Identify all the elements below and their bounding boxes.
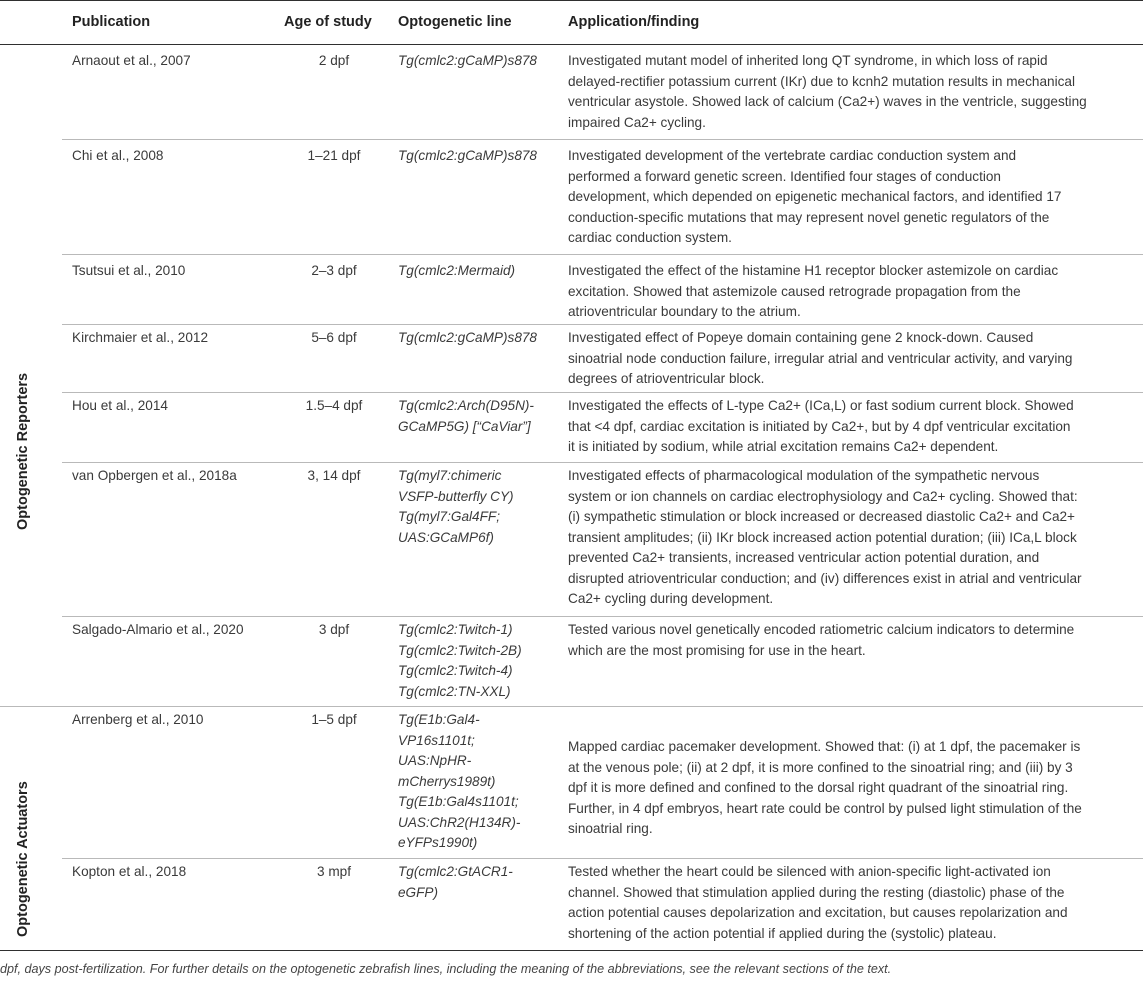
header-bottom-rule <box>0 44 1143 45</box>
cell-application <box>568 620 1138 661</box>
application-line: Investigated the effect of the histamine H1 receptor blocker astemizole on cardiac <box>568 263 1059 278</box>
line-text: VSFP-butterfly CY) <box>398 488 514 504</box>
application-line: atrioventricular boundary to the atrium. <box>568 304 801 319</box>
application-line: transient amplitudes; (ii) IKr block increased action potential duration; (iii) ICa,L block <box>568 529 1077 545</box>
header-optogenetic-line: Optogenetic line <box>398 14 512 30</box>
line-text: Tg(cmlc2:GtACR1- <box>398 864 513 879</box>
cell-line <box>398 146 558 167</box>
line-text: GCaMP5G) [“CaViar”] <box>398 418 531 434</box>
line-text: Tg(cmlc2:TN-XXL) <box>398 683 511 699</box>
cell-age: 2–3 dpf <box>311 263 357 278</box>
group-label-actuators: Optogenetic Actuators <box>15 781 31 937</box>
row-divider <box>62 462 1143 463</box>
application-line: Investigated effects of pharmacological modulation of the sympathetic nervous <box>568 468 1040 483</box>
cell-age: 1–5 dpf <box>311 712 357 727</box>
application-line: prevented Ca2+ transients, increased ventricular action potential duration, and <box>568 550 1040 565</box>
application-line: conduction-specific mutations that may represent novel genetic regulators of the <box>568 209 1050 225</box>
cell-publication: Chi et al., 2008 <box>72 148 164 163</box>
cell-application <box>568 146 1138 249</box>
group-label-reporters: Optogenetic Reporters <box>15 372 31 530</box>
cell-publication: Arnaout et al., 2007 <box>72 53 191 68</box>
header-application-finding: Application/finding <box>568 14 700 30</box>
row-divider <box>62 858 1143 859</box>
group-divider <box>0 706 1143 707</box>
line-text: Tg(cmlc2:Twitch-2B) <box>398 642 522 658</box>
cell-publication: Hou et al., 2014 <box>72 398 168 413</box>
application-line: Tested whether the heart could be silenced with anion-specific light-activated ion <box>568 864 1051 879</box>
cell-age: 2 dpf <box>318 53 350 68</box>
application-line: at the venous pole; (ii) at 2 dpf, it is more confined to the sinoatrial ring; and (iii) by 3 <box>568 759 1073 775</box>
application-line: Investigated the effects of L-type Ca2+ (ICa,L) or fast sodium current block. Showed <box>568 398 1074 413</box>
application-line: cardiac conduction system. <box>568 230 732 245</box>
cell-application <box>568 862 1138 944</box>
cell-line <box>398 710 558 854</box>
application-line: Investigated effect of Popeye domain containing gene 2 knock-down. Caused <box>568 330 1034 345</box>
application-line: which are the most promising for use in the heart. <box>568 642 866 658</box>
application-line: Investigated development of the vertebrate cardiac conduction system and <box>568 148 1017 163</box>
application-line: channel. Showed that stimulation applied during the resting (diastolic) phase of the <box>568 884 1065 900</box>
application-line: dpf it is more defined and confined to the dorsal right quadrant of the sinoatrial ring. <box>568 780 1069 795</box>
line-text: Tg(cmlc2:gCaMP)s878 <box>398 53 537 68</box>
application-line: performed a forward genetic screen. Identified four stages of conduction <box>568 168 1001 184</box>
cell-line <box>398 862 558 903</box>
application-line: Tested various novel genetically encoded ratiometric calcium indicators to determine <box>568 622 1075 637</box>
cell-line <box>398 620 558 702</box>
row-divider <box>62 139 1143 140</box>
application-line: excitation. Showed that astemizole caused retrograde propagation from the <box>568 283 1021 299</box>
line-text: UAS:ChR2(H134R)- <box>398 814 521 830</box>
cell-publication: Kopton et al., 2018 <box>72 864 187 879</box>
cell-application <box>568 737 1138 840</box>
line-text: Tg(myl7:Gal4FF; <box>398 509 500 524</box>
table-top-rule <box>0 0 1143 1</box>
line-text: Tg(cmlc2:gCaMP)s878 <box>398 330 537 345</box>
cell-application <box>568 261 1138 323</box>
cell-line <box>398 51 558 72</box>
application-line: (i) sympathetic stimulation or block increased or decreased diastolic Ca2+ and Ca2+ <box>568 509 1075 524</box>
cell-application <box>568 328 1138 390</box>
cell-publication: Arrenberg et al., 2010 <box>72 712 204 727</box>
application-line: disrupted atrioventricular conduction; and (iv) differences exist in atrial and ventricular <box>568 570 1082 586</box>
application-line: action potential causes depolarization and excitation, but causes repolarization and <box>568 905 1068 920</box>
cell-age: 1–21 dpf <box>307 148 361 163</box>
application-line: sinoatrial ring. <box>568 821 653 836</box>
cell-line <box>398 328 558 349</box>
cell-publication: Tsutsui et al., 2010 <box>72 263 186 278</box>
line-text: Tg(cmlc2:Arch(D95N)- <box>398 398 534 413</box>
application-line: Mapped cardiac pacemaker development. Showed that: (i) at 1 dpf, the pacemaker is <box>568 739 1081 754</box>
application-line: development, which depended on epigenetic mechanical factors, and identified 17 <box>568 189 1062 204</box>
application-line: Further, in 4 dpf embryos, heart rate could be control by pulsed light stimulation of the <box>568 800 1082 816</box>
table-bottom-rule <box>0 950 1143 951</box>
row-divider <box>62 324 1143 325</box>
cell-line <box>398 396 558 437</box>
header-age-of-study: Age of study <box>284 14 372 30</box>
cell-age: 5–6 dpf <box>311 330 357 345</box>
cell-application <box>568 51 1138 133</box>
application-line: shortening of the action potential if applied during the (systolic) plateau. <box>568 925 997 941</box>
line-text: Tg(cmlc2:Twitch-4) <box>398 663 513 678</box>
line-text: mCherrys1989t) <box>398 773 496 789</box>
application-line: system or ion channels on cardiac electrophysiology and Ca2+ cycling. Showed that: <box>568 488 1078 504</box>
line-text: Tg(E1b:Gal4s1101t; <box>398 794 519 809</box>
table-footnote: dpf, days post-fertilization. For further details on the optogenetic zebrafish lines, including the meaning of the abbreviations, see the relevant sections of the text. <box>0 962 892 976</box>
line-text: Tg(cmlc2:Twitch-1) <box>398 622 513 637</box>
row-divider <box>62 616 1143 617</box>
line-text: eYFPs1990t) <box>398 835 478 850</box>
header-publication: Publication <box>72 14 151 30</box>
application-line: Ca2+ cycling during development. <box>568 591 774 606</box>
application-line: impaired Ca2+ cycling. <box>568 114 706 130</box>
application-line: ventricular asystole. Showed lack of calcium (Ca2+) waves in the ventricle, suggesting <box>568 94 1087 109</box>
cell-age: 3 dpf <box>318 622 350 637</box>
application-line: delayed-rectifier potassium current (IKr) due to kcnh2 mutation results in mechanical <box>568 73 1075 89</box>
cell-application <box>568 466 1138 610</box>
line-text: Tg(cmlc2:Mermaid) <box>398 263 516 278</box>
cell-line <box>398 261 558 282</box>
line-text: UAS:GCaMP6f) <box>398 529 494 545</box>
application-line: it is initiated by sodium, while atrial excitation remains Ca2+ dependent. <box>568 439 999 454</box>
application-line: degrees of atrioventricular block. <box>568 371 765 386</box>
line-text: VP16s1101t; <box>398 732 475 748</box>
cell-line <box>398 466 558 548</box>
line-text: eGFP) <box>398 884 439 900</box>
line-text: Tg(cmlc2:gCaMP)s878 <box>398 148 537 163</box>
cell-publication: van Opbergen et al., 2018a <box>72 468 237 483</box>
cell-age: 3, 14 dpf <box>307 468 361 483</box>
line-text: UAS:NpHR- <box>398 753 472 768</box>
application-line: that <4 dpf, cardiac excitation is initiated by Ca2+, but by 4 dpf ventricular excitation <box>568 418 1071 434</box>
cell-age: 3 mpf <box>317 864 351 879</box>
line-text: Tg(E1b:Gal4- <box>398 712 480 727</box>
application-line: Investigated mutant model of inherited long QT syndrome, in which loss of rapid <box>568 53 1048 68</box>
cell-application <box>568 396 1138 458</box>
row-divider <box>62 392 1143 393</box>
cell-age: 1.5–4 dpf <box>305 398 363 413</box>
row-divider <box>62 254 1143 255</box>
cell-publication: Salgado-Almario et al., 2020 <box>72 622 244 637</box>
line-text: Tg(myl7:chimeric <box>398 468 502 483</box>
application-line: sinoatrial node conduction failure, irregular atrial and ventricular activity, and varying <box>568 350 1073 366</box>
cell-publication: Kirchmaier et al., 2012 <box>72 330 209 345</box>
